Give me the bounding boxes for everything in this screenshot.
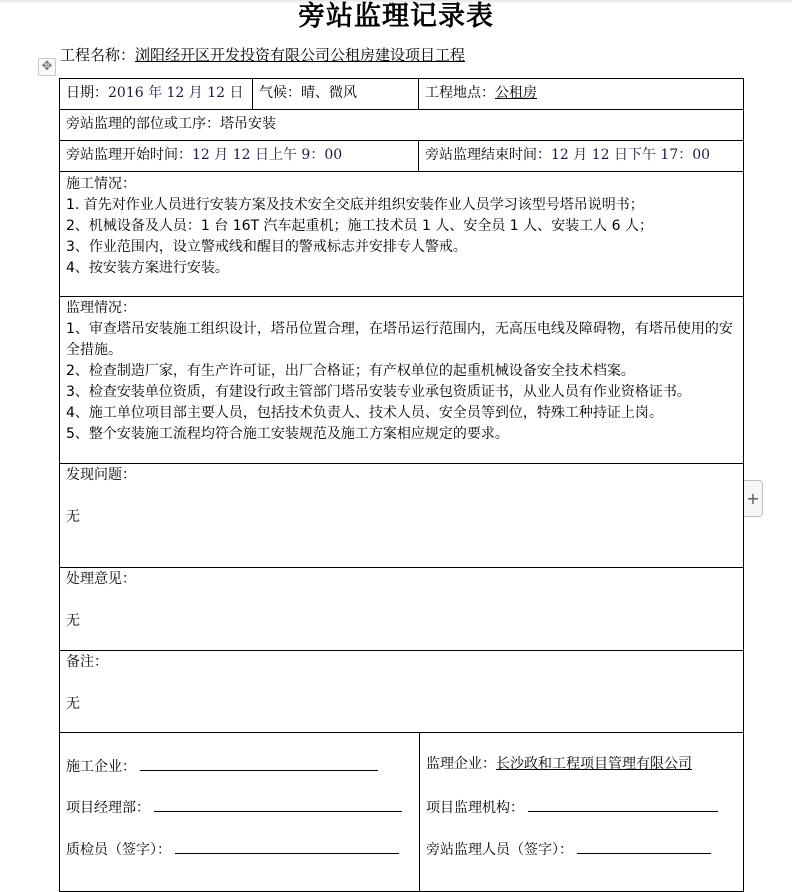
remarks-value: 无 (66, 696, 80, 712)
date-cell[interactable] (59, 78, 253, 110)
supervision-item: 5、整个安装施工流程均符合施工安装规范及施工方案相应规定的要求。 (66, 426, 509, 442)
part-cell[interactable] (59, 109, 744, 141)
supervision-record-table (59, 78, 744, 878)
supervision-item: 1、审查塔吊安装施工组织设计，塔吊位置合理，在塔吊运行范围内，无高压电线及障碍物，有塔吊使用的安全措施。 (66, 321, 733, 358)
construction-item: 4、按安装方案进行安装。 (66, 260, 229, 276)
project-dept-blank[interactable] (154, 795, 402, 812)
location-cell[interactable] (418, 78, 744, 110)
construction-item: 2、机械设备及人员：1 台 16T 汽车起重机；施工技术员 1 人、安全员 1 人、安装工人 6 人； (66, 218, 653, 234)
supervisor-company-label: 监理企业： (426, 756, 496, 772)
location-value: 公租房 (495, 85, 537, 101)
construction-item: 1. 首先对作业人员进行安装方案及技术安全交底并组织安装作业人员学习该型号塔吊说明书； (66, 197, 644, 213)
supervision-item: 3、检查安装单位资质，有建设行政主管部门塔吊安装专业承包资质证书，从业人员有作业资格证书。 (66, 384, 691, 400)
date-value: 2016 年 12 月 12 日 (108, 85, 244, 101)
contractor-blank[interactable] (140, 754, 378, 771)
location-label: 工程地点： (425, 85, 495, 101)
problems-heading: 发现问题： (66, 467, 136, 483)
site-supervisor-label: 旁站监理人员（签字）： (426, 842, 573, 858)
contractor-label: 施工企业： (66, 759, 136, 775)
remarks-heading: 备注： (66, 654, 108, 670)
supervision-heading: 监理情况： (66, 300, 136, 316)
supervision-item: 2、检查制造厂家，有生产许可证，出厂合格证；有产权单位的起重机械设备安全技术档案。 (66, 363, 635, 379)
start-time-cell[interactable] (59, 140, 419, 172)
weather-value: 晴、微风 (301, 85, 357, 101)
part-value: 塔吊安装 (220, 116, 276, 132)
contractor-sign-cell (59, 732, 420, 892)
start-time-label: 旁站监理开始时间： (66, 147, 192, 163)
project-name-value[interactable]: 浏阳经开区开发投资有限公司公租房建设项目工程 (135, 46, 466, 64)
construction-item: 3、作业范围内，设立警戒线和醒目的警戒标志并安排专人警戒。 (66, 239, 467, 255)
project-name-label: 工程名称： (60, 46, 136, 64)
handling-value: 无 (66, 613, 80, 629)
problems-value: 无 (66, 509, 80, 525)
inspector-line[interactable] (66, 837, 399, 860)
supervision-cell[interactable] (59, 296, 744, 464)
contractor-line[interactable] (66, 754, 378, 777)
inspector-blank[interactable] (175, 837, 399, 854)
supervision-org-blank[interactable] (528, 795, 718, 812)
problems-cell[interactable] (59, 463, 744, 568)
handling-cell[interactable] (59, 567, 744, 651)
move-arrows-icon[interactable]: ✥ (38, 58, 56, 76)
inspector-label: 质检员（签字）： (66, 842, 171, 858)
supervision-org-label: 项目监理机构： (426, 800, 524, 816)
site-supervisor-line[interactable] (426, 837, 711, 860)
part-label: 旁站监理的部位或工序： (66, 116, 220, 132)
weather-cell[interactable] (252, 78, 419, 110)
supervisor-sign-cell (419, 732, 744, 892)
project-name (60, 45, 465, 65)
plus-icon[interactable]: + (744, 480, 763, 517)
handling-heading: 处理意见： (66, 571, 136, 587)
remarks-cell[interactable] (59, 650, 744, 733)
supervisor-company-value: 长沙政和工程项目管理有限公司 (496, 756, 692, 772)
supervision-org-line[interactable] (426, 795, 718, 818)
project-dept-line[interactable] (66, 795, 402, 818)
site-supervisor-blank[interactable] (577, 837, 711, 854)
weather-label: 气候： (259, 85, 301, 101)
start-time-value: 12 月 12 日上午 9：00 (192, 147, 343, 163)
end-time-label: 旁站监理结束时间： (425, 147, 551, 163)
page-title: 旁站监理记录表 (298, 1, 494, 32)
end-time-cell[interactable] (418, 140, 744, 172)
date-label: 日期： (66, 85, 108, 101)
end-time-value: 12 月 12 日下午 17：00 (551, 147, 711, 163)
supervisor-company-line[interactable] (426, 754, 692, 774)
supervision-item: 4、施工单位项目部主要人员，包括技术负责人、技术人员、安全员等到位，特殊工种持证上岗。 (66, 405, 663, 421)
project-dept-label: 项目经理部： (66, 800, 150, 816)
construction-heading: 施工情况： (66, 176, 136, 192)
construction-cell[interactable] (59, 171, 744, 297)
